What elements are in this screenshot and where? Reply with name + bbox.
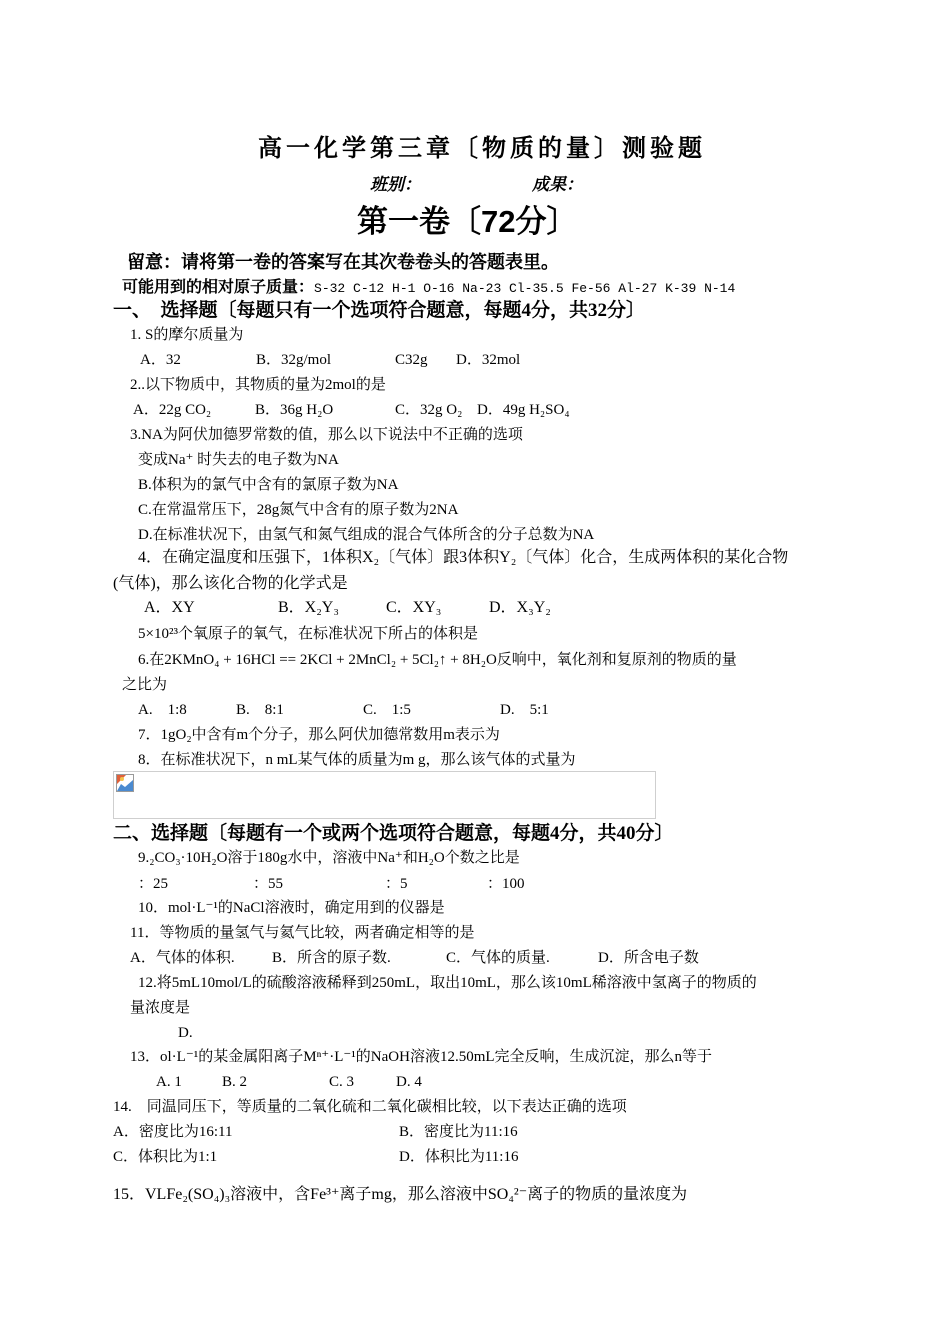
q1-option-a: A．32	[140, 352, 181, 368]
q6-option-d: D. 5:1	[500, 702, 549, 718]
q11-option-b: B．所含的原子数.	[272, 950, 391, 966]
missing-image-placeholder	[113, 771, 656, 819]
volume-title: 第一卷〔72分〕	[357, 204, 578, 239]
q1-option-b: B．32g/mol	[256, 352, 332, 368]
q4-option-a: A．XY	[144, 599, 195, 616]
q3-option-a: 变成Na⁺ 时失去的电子数为NA	[138, 452, 339, 468]
q3-option-c: C.在常温常压下，28g氮气中含有的原子数为2NA	[138, 502, 459, 518]
question-7: 7．1gO₂中含有m个分子，那么阿伏加德常数用m表示为	[138, 727, 500, 743]
score-label: 成果：	[532, 175, 583, 194]
atomic-mass-values: S-32 C-12 H-1 O-16 Na-23 Cl-35.5 Fe-56 Al-27 K-39 N-14	[314, 281, 736, 296]
broken-image-icon	[116, 774, 134, 792]
document-title: 高一化学第三章〔物质的量〕测验题	[258, 136, 706, 162]
q13-option-d: D. 4	[396, 1074, 422, 1090]
question-6-cont: 之比为	[122, 677, 168, 693]
q12-option-d: D.	[178, 1025, 193, 1041]
atomic-mass-line	[122, 278, 735, 299]
q2-option-c: C．32g O₂	[395, 402, 463, 418]
q2-option-d: D．49g H₂SO₄	[477, 402, 570, 418]
section1-heading: 一、 选择题〔每题只有一个选项符合题意，每题4分，共32分〕	[113, 300, 646, 321]
q13-option-b: B. 2	[222, 1074, 248, 1090]
q6-option-b: B. 8:1	[236, 702, 284, 718]
q14-option-a: A．密度比为16:11	[113, 1124, 233, 1140]
question-4-cont: (气体)，那么该化合物的化学式是	[113, 575, 348, 592]
question-11: 11．等物质的量氢气与氦气比较，两者确定相等的是	[130, 925, 475, 941]
q13-option-c: C. 3	[329, 1074, 355, 1090]
q13-option-a: A. 1	[156, 1074, 182, 1090]
question-1: 1. S的摩尔质量为	[130, 327, 244, 343]
q6-option-c: C. 1:5	[363, 702, 411, 718]
section2-heading: 二、选择题〔每题有一个或两个选项符合题意，每题4分，共40分〕	[113, 823, 674, 844]
q3-option-d: D.在标准状况下，由氢气和氮气组成的混合气体所含的分子总数为NA	[138, 527, 595, 543]
q2-option-a: A．22g CO₂	[133, 402, 212, 418]
question-15: 15．VLFe₂(SO₄)₃溶液中，含Fe³⁺离子mg，那么溶液中SO₄²⁻离子的物质的量浓度为	[113, 1186, 688, 1203]
question-10: 10．mol·L⁻¹的NaCl溶液时，确定用到的仪器是	[138, 900, 445, 916]
atomic-mass-label: 可能用到的相对原子质量：	[122, 279, 315, 296]
question-12: 12.将5mL10mol/L的硫酸溶液稀释到250mL，取出10mL，那么该10mL稀溶液中氢离子的物质的	[138, 975, 757, 991]
q1-option-c: C32g	[395, 352, 428, 368]
q4-option-c: C．XY₃	[386, 599, 442, 616]
q11-option-d: D．所含电子数	[598, 950, 699, 966]
q14-option-b: B．密度比为11:16	[399, 1124, 518, 1140]
question-12-cont: 量浓度是	[130, 1000, 191, 1016]
q14-option-d: D．体积比为11:16	[399, 1149, 519, 1165]
q1-option-d: D．32mol	[456, 352, 521, 368]
question-13: 13．ol·L⁻¹的某金属阳离子Mⁿ⁺·L⁻¹的NaOH溶液12.50mL完全反响，生成沉淀，那么n等于	[130, 1049, 713, 1065]
q9-option-d: ：100	[487, 876, 525, 892]
question-4: 4．在确定温度和压强下，1体积X₂〔气体〕跟3体积Y₂〔气体〕化合，生成两体积的某化合物	[138, 549, 789, 566]
notice: 留意：请将第一卷的答案写在其次卷卷头的答题表里。	[127, 252, 559, 272]
q3-option-b: B.体积为的氯气中含有的氯原子数为NA	[138, 477, 399, 493]
question-8: 8．在标准状况下，n mL某气体的质量为m g，那么该气体的式量为	[138, 752, 576, 768]
q9-option-c: ：5	[385, 876, 408, 892]
q14-option-c: C．体积比为1:1	[113, 1149, 218, 1165]
q4-option-d: D．X₃Y₂	[489, 599, 551, 616]
q9-option-b: ：55	[253, 876, 284, 892]
q4-option-b: B．X₂Y₃	[278, 599, 339, 616]
class-label: 班别：	[370, 175, 421, 194]
q11-option-a: A．气体的体积.	[130, 950, 235, 966]
question-5: 5×10²³个氧原子的氧气，在标准状况下所占的体积是	[138, 626, 478, 642]
question-9: 9.₂CO₃·10H₂O溶于180g水中，溶液中Na⁺和H₂O个数之比是	[138, 850, 520, 866]
q11-option-c: C．气体的质量.	[446, 950, 550, 966]
q6-option-a: A. 1:8	[138, 702, 187, 718]
question-3: 3.NA为阿伏加德罗常数的值，那么以下说法中不正确的选项	[130, 427, 523, 443]
q9-option-a: ：25	[138, 876, 169, 892]
question-2: 2..以下物质中，其物质的量为2mol的是	[130, 377, 386, 393]
question-14: 14. 同温同压下，等质量的二氧化硫和二氧化碳相比较，以下表达正确的选项	[113, 1099, 627, 1115]
question-6: 6.在2KMnO₄ + 16HCl == 2KCl + 2MnCl₂ + 5Cl₂↑ + 8H₂O反响中，氧化剂和复原剂的物质的量	[138, 652, 737, 668]
q2-option-b: B．36g H₂O	[255, 402, 334, 418]
